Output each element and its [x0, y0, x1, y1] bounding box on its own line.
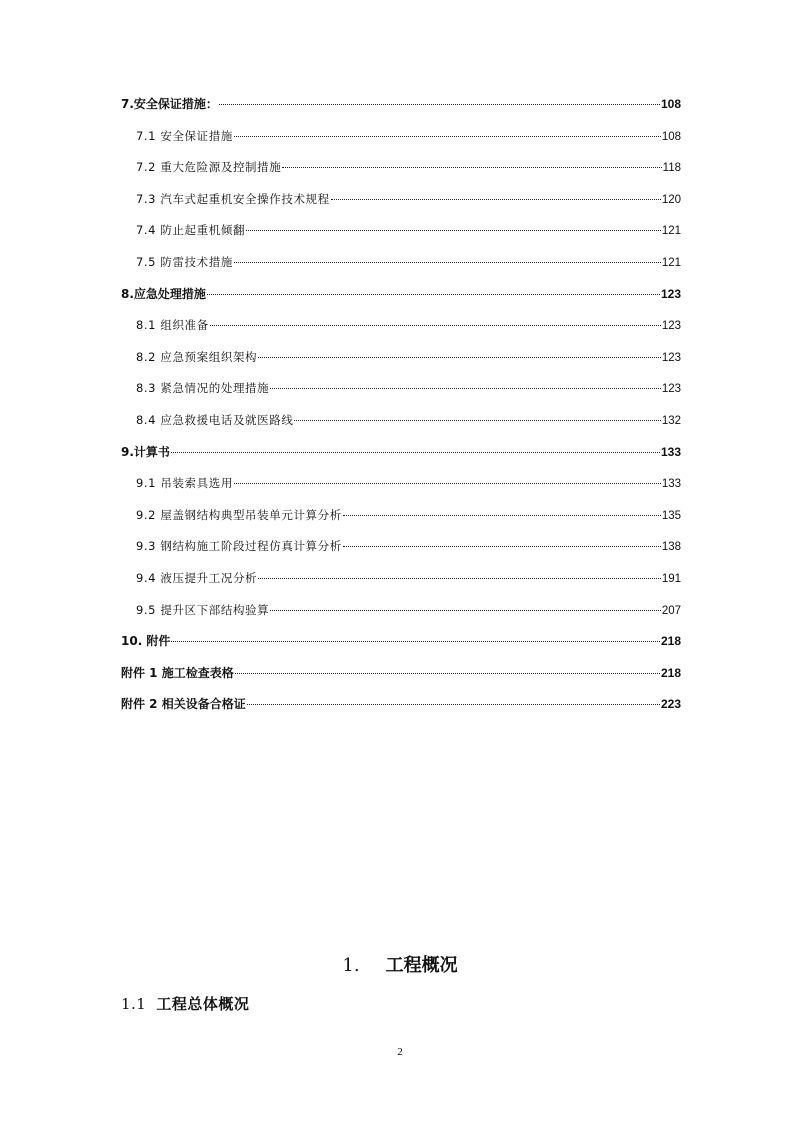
toc-entry-title: 9.1 吊装索具选用	[136, 476, 233, 491]
toc-dot-leader	[210, 325, 661, 326]
section-title: 工程总体概况	[156, 995, 250, 1013]
toc-entry-title: 10. 附件	[121, 634, 171, 649]
toc-entry-page: 121	[661, 256, 681, 269]
chapter-heading	[0, 951, 800, 977]
toc-dot-leader	[258, 578, 661, 579]
toc-entry[interactable]	[121, 191, 681, 223]
toc-entry-page: 135	[661, 509, 681, 522]
toc-dot-leader	[171, 641, 660, 642]
toc-entry-page: 191	[661, 572, 681, 585]
toc-entry-page: 118	[662, 162, 681, 175]
toc-entry-title: 8.3 紧急情况的处理措施	[136, 381, 270, 396]
toc-entry-title: 9.4 液压提升工况分析	[136, 570, 258, 585]
toc-dot-leader	[270, 388, 661, 389]
toc-entry-page: 138	[661, 541, 681, 554]
section-number: 1.1	[121, 995, 147, 1013]
toc-entry-page: 123	[661, 320, 681, 333]
chapter-number: 1.	[342, 955, 360, 976]
toc-entry-title: 附件 2 相关设备合格证	[121, 697, 246, 712]
toc-dot-leader	[343, 515, 661, 516]
toc-entry[interactable]	[121, 444, 681, 476]
toc-entry-title: 7.1 安全保证措施	[136, 128, 233, 143]
toc-dot-leader	[270, 610, 661, 611]
toc-dot-leader	[234, 136, 661, 137]
toc-entry-page: 121	[661, 225, 681, 238]
toc-entry-title: 9.计算书	[121, 444, 170, 459]
toc-dot-leader	[282, 167, 661, 168]
toc-entry-title: 8.4 应急救援电话及就医路线	[136, 412, 294, 427]
toc-entry-page: 223	[660, 697, 681, 712]
toc-dot-leader	[219, 104, 660, 105]
toc-entry-title: 7.4 防止起重机倾翻	[136, 223, 246, 238]
toc-dot-leader	[207, 294, 660, 295]
toc-entry-page: 123	[660, 286, 681, 301]
toc-dot-leader	[331, 199, 661, 200]
toc-entry-title: 9.3 钢结构施工阶段过程仿真计算分析	[136, 539, 342, 554]
toc-dot-leader	[343, 546, 661, 547]
toc-entry-page: 207	[661, 604, 681, 617]
toc-entry-title: 8.应急处理措施	[121, 286, 206, 301]
toc-entry-title: 7.5 防雷技术措施	[136, 254, 233, 269]
toc-entry[interactable]	[121, 317, 681, 349]
toc-entry[interactable]	[121, 665, 681, 697]
toc-dot-leader	[247, 704, 660, 705]
toc-dot-leader	[171, 452, 660, 453]
toc-entry-page: 218	[660, 665, 681, 680]
toc-entry-title: 8.1 组织准备	[136, 318, 209, 333]
section-heading	[121, 993, 249, 1014]
toc-dot-leader	[258, 357, 661, 358]
toc-dot-leader	[294, 420, 660, 421]
toc-entry-title: 9.2 屋盖钢结构典型吊装单元计算分析	[136, 507, 342, 522]
toc-entry[interactable]	[121, 222, 681, 254]
toc-entry[interactable]	[121, 412, 681, 444]
toc-dot-leader	[234, 262, 661, 263]
toc-entry[interactable]	[121, 96, 681, 128]
toc-entry[interactable]	[121, 380, 681, 412]
toc-entry-page: 123	[661, 351, 681, 364]
toc-entry[interactable]	[121, 286, 681, 318]
toc-entry[interactable]	[121, 254, 681, 286]
toc-dot-leader	[235, 673, 660, 674]
toc-entry-page: 123	[661, 383, 681, 396]
toc-entry-title: 附件 1 施工检查表格	[121, 665, 234, 680]
toc-entry-page: 108	[661, 130, 681, 143]
toc-entry[interactable]	[121, 507, 681, 539]
toc-dot-leader	[234, 483, 661, 484]
toc-entry-page: 108	[660, 97, 681, 111]
toc-entry[interactable]	[121, 602, 681, 634]
chapter-title: 工程概况	[385, 955, 458, 976]
toc-entry-title: 7.2 重大危险源及控制措施	[136, 160, 282, 175]
toc-entry[interactable]	[121, 475, 681, 507]
toc-entry-page: 133	[660, 444, 681, 459]
page-number: 2	[397, 1046, 403, 1058]
table-of-contents	[121, 96, 681, 728]
toc-entry-page: 133	[661, 478, 681, 491]
toc-entry-page: 120	[661, 193, 681, 206]
toc-entry[interactable]	[121, 159, 681, 191]
toc-entry-title: 9.5 提升区下部结构验算	[136, 602, 270, 617]
toc-entry[interactable]	[121, 349, 681, 381]
toc-entry-page: 132	[661, 414, 681, 427]
toc-dot-leader	[246, 230, 661, 231]
toc-entry-page: 218	[660, 634, 681, 649]
toc-entry[interactable]	[121, 633, 681, 665]
toc-entry-title: 7.安全保证措施：	[121, 97, 218, 111]
toc-entry-title: 7.3 汽车式起重机安全操作技术规程	[136, 191, 330, 206]
toc-entry[interactable]	[121, 128, 681, 160]
toc-entry[interactable]	[121, 570, 681, 602]
toc-entry-title: 8.2 应急预案组织架构	[136, 349, 258, 364]
toc-entry[interactable]	[121, 696, 681, 728]
toc-entry[interactable]	[121, 538, 681, 570]
